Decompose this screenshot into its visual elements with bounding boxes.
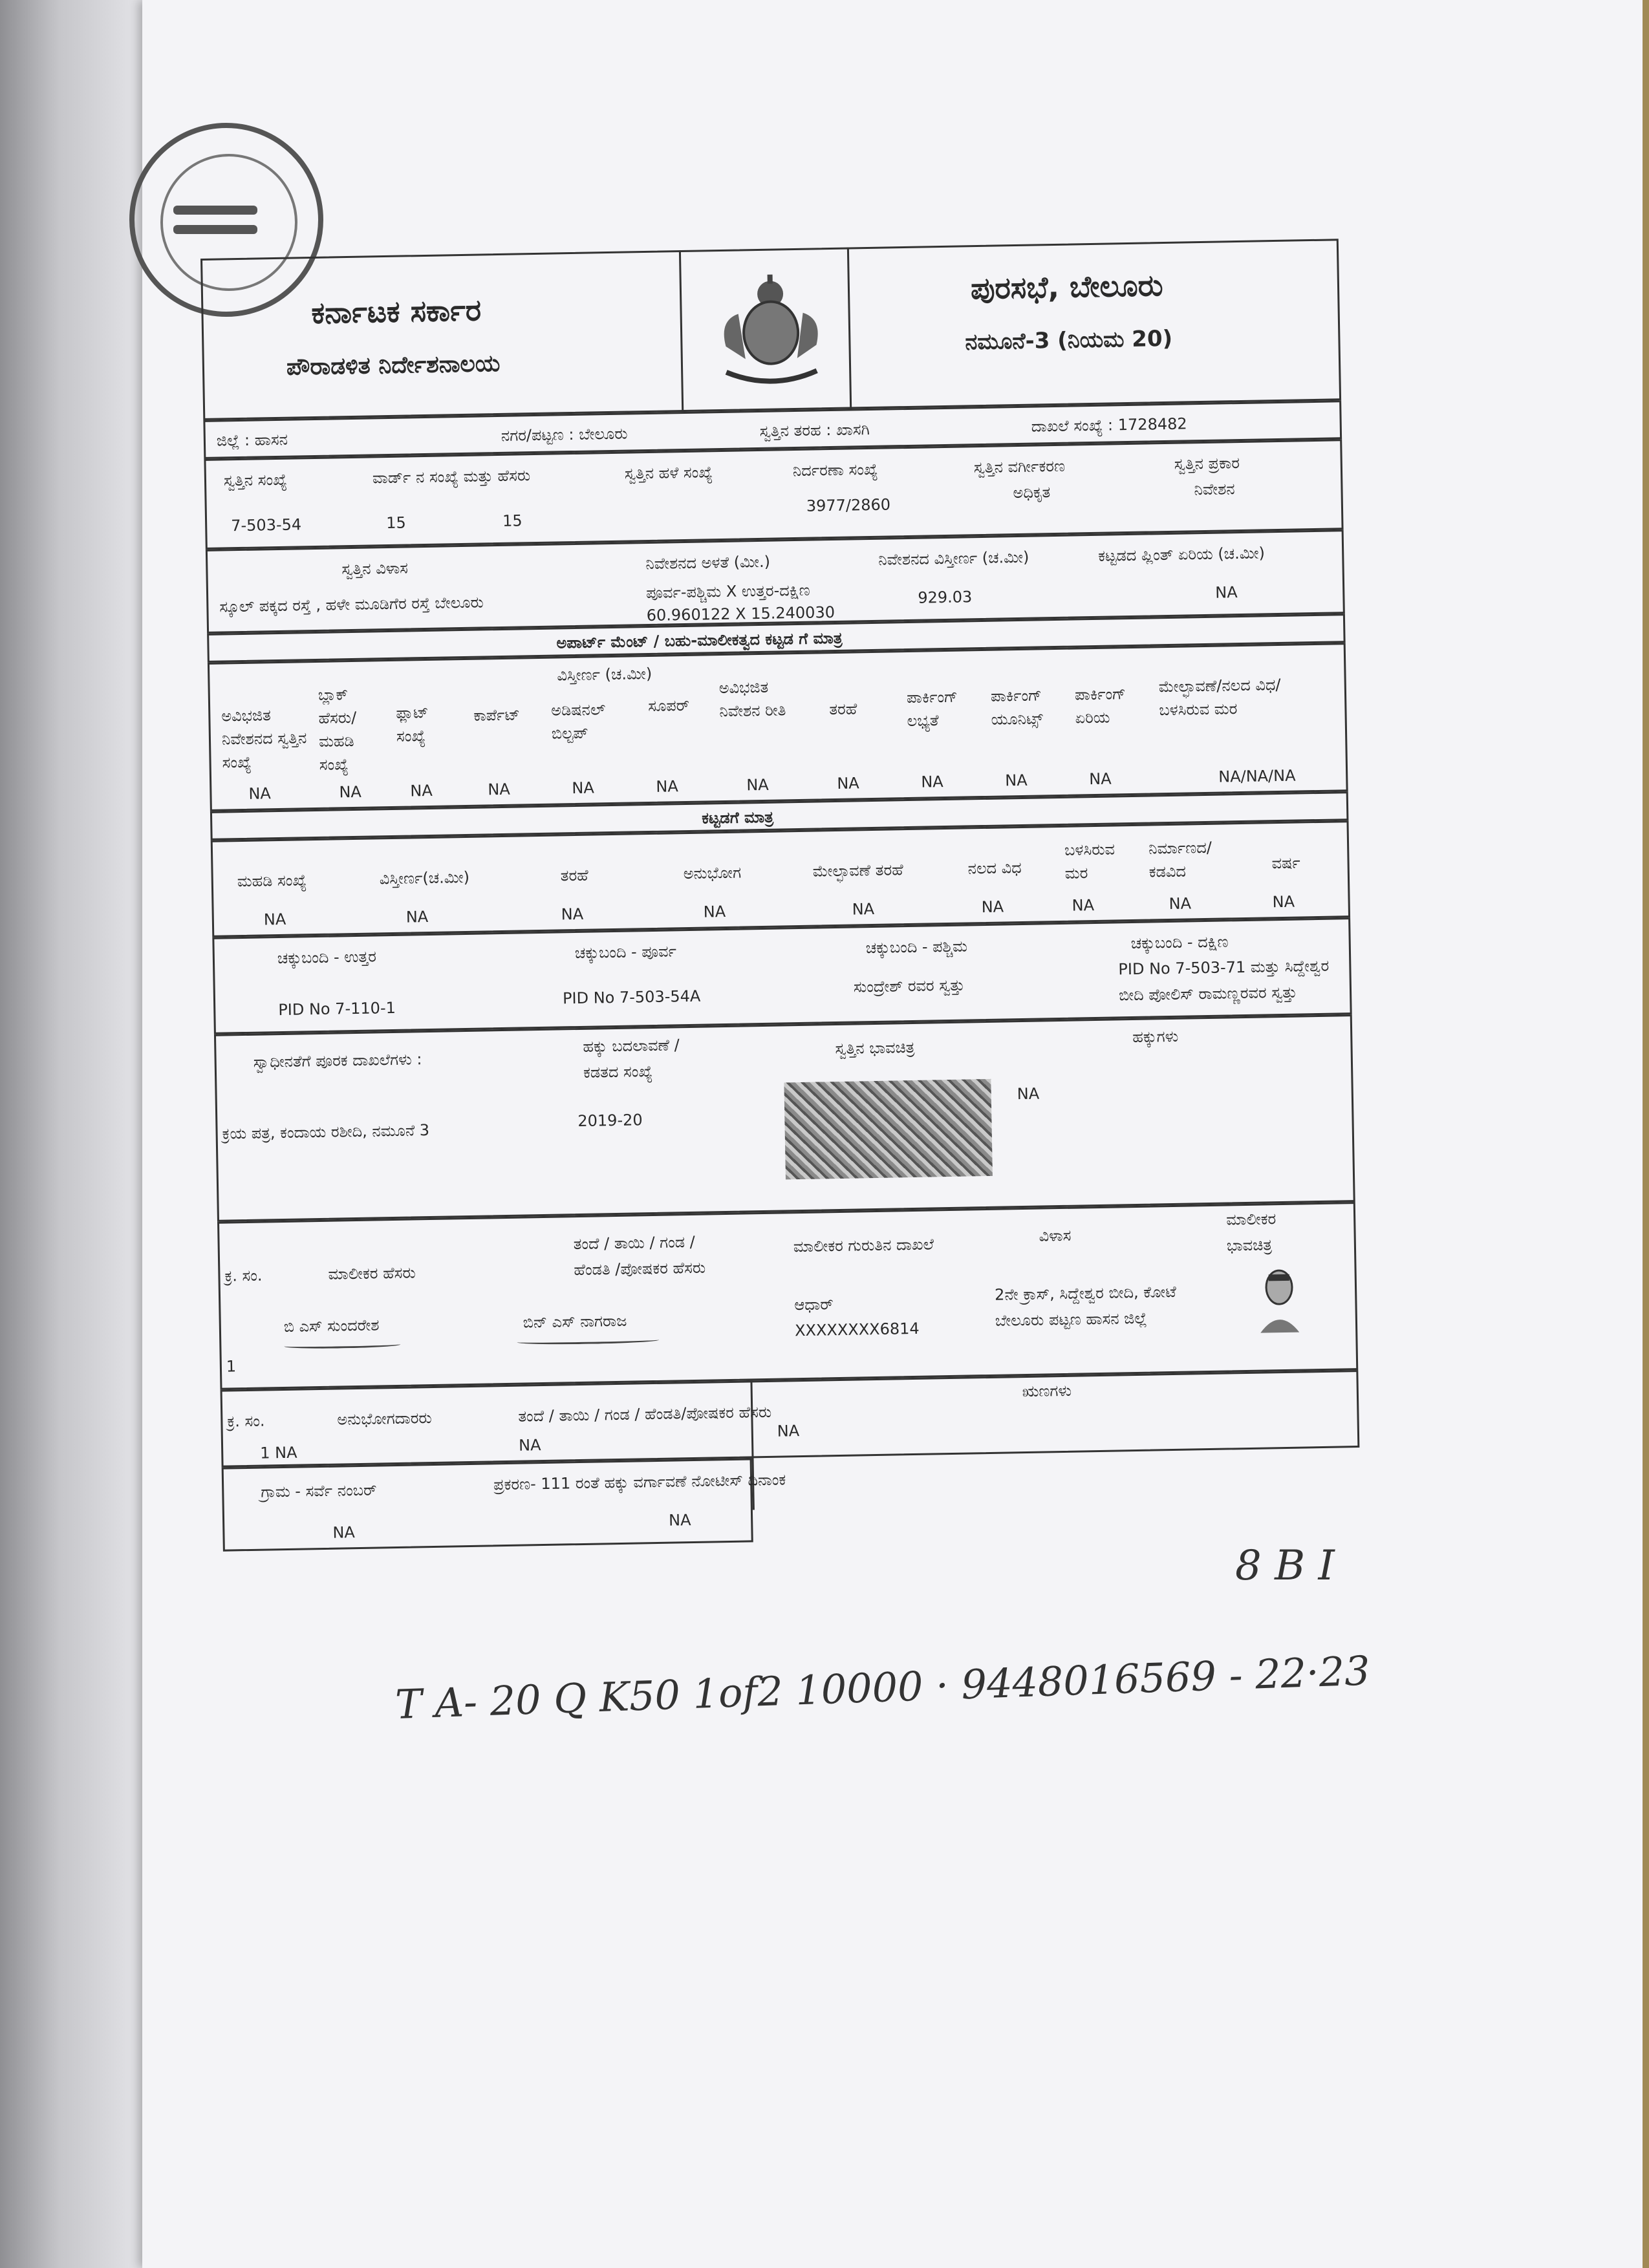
owner-portrait-icon — [1253, 1267, 1306, 1339]
building-value: NA — [981, 897, 1004, 917]
building-value: NA — [1272, 892, 1295, 912]
edge-strip — [1643, 0, 1649, 2268]
dept-subtitle: ಪೌರಾಡಳಿತ ನಿರ್ದೇಶನಾಲಯ — [286, 350, 501, 381]
label-owner-photo-2: ಭಾವಚಿತ್ರ — [1226, 1236, 1273, 1255]
govt-title: ಕರ್ನಾಟಕ ಸರ್ಕಾರ — [311, 292, 482, 331]
owner-name: ಬಿ ಎಸ್ ಸುಂದರೇಶ — [283, 1316, 380, 1336]
classification: ಅಧಿಕೃತ — [1013, 483, 1051, 502]
property-address: ಸ್ಕೂಲ್ ಪಕ್ಕದ ರಸ್ತೆ , ಹಳೇ ಮೂಡಿಗೆರ ರಸ್ತೆ ಬೇಲೂರು — [219, 593, 484, 616]
file-year: 2019-20 — [577, 1111, 643, 1131]
possession-doc-list: ಕ್ರಯ ಪತ್ರ, ಕಂದಾಯ ರಶೀದಿ, ನಮೂನೆ 3 — [222, 1121, 430, 1143]
label-assessment-number: ನಿರ್ದರಣಾ ಸಂಖ್ಯೆ — [792, 460, 878, 480]
property-certificate-form — [200, 239, 1389, 1674]
owner-serial: 1 — [226, 1357, 237, 1376]
label-classification: ಸ್ವತ್ತಿನ ವರ್ಗೀಕರಣ — [973, 456, 1066, 477]
label-usage: ಅನುಭೋಗ — [683, 863, 742, 883]
boundary-south: PID No 7-503-71 ಮತ್ತು ಸಿದ್ದೇಶ್ವರ — [1118, 956, 1330, 979]
label-roof-floor-wood: ಮೇಲ್ಛಾವಣೆ/ನಲದ ವಿಧ/ಬಳಸಿರುವ ಮರ — [1158, 675, 1281, 720]
property-photo — [784, 1079, 993, 1180]
apartment-value: NA — [488, 780, 511, 799]
state-emblem-icon — [711, 267, 830, 392]
label-area-group: ವಿಸ್ತೀರ್ಣ (ಚ.ಮೀ) — [557, 664, 652, 685]
label-property-number: ಸ್ವತ್ತಿನ ಸಂಖ್ಯೆ — [223, 470, 288, 490]
apartment-section-title: ಅಪಾರ್ಟ್ ಮೆಂಟ್ / ಬಹು-ಮಾಲೀಕತ್ವದ ಕಟ್ಟಡ ಗೆ ಮಾತ್ರ — [556, 628, 843, 652]
label-file-number: ಕಡತದ ಸಂಖ್ಯೆ — [583, 1062, 653, 1082]
label-ward: ವಾರ್ಡ್ ನ ಸಂಖ್ಯೆ ಮತ್ತು ಹೆಸರು — [372, 466, 531, 487]
owners-table — [217, 1202, 1358, 1390]
town: ನಗರ/ಪಟ್ಟಣ : ಬೇಲೂರು — [501, 424, 628, 445]
building-value: NA — [561, 904, 584, 924]
village-survey-value: NA — [332, 1523, 356, 1542]
boundary-east: PID No 7-503-54A — [562, 987, 701, 1008]
label-carpet: ಕಾರ್ಪೆಟ್ — [473, 705, 521, 725]
owner-address-line2: ಬೇಲೂರು ಪಟ್ಟಣ ಹಾಸನ ಜಿಲ್ಲೆ — [995, 1309, 1147, 1330]
label-occupants: ಅನುಭೋಗದಾರರು — [337, 1409, 432, 1429]
label-rights-change: ಹಕ್ಕು ಬದಲಾವಣೆ / — [583, 1036, 680, 1056]
label-occupant-serial: ಕ್ರ. ಸಂ. — [227, 1411, 265, 1431]
label-parking-units: ಪಾರ್ಕಿಂಗ್ ಯೂನಿಟ್ಸ್ — [990, 686, 1043, 729]
building-value: NA — [852, 899, 875, 919]
building-value: NA — [263, 910, 286, 929]
label-floor-number: ಮಹಡಿ ಸಂಖ್ಯೆ — [237, 871, 307, 891]
label-village-survey: ಗ್ರಾಮ - ಸರ್ವೆ ನಂಬರ್ — [261, 1481, 377, 1501]
label-owner-address: ವಿಳಾಸ — [1039, 1226, 1072, 1245]
label-type: ತರಹೆ — [829, 700, 857, 719]
owner-id-type: ಆಧಾರ್ — [794, 1295, 834, 1314]
apartment-value: NA — [339, 782, 362, 802]
form-number: ನಮೂನೆ-3 (ನಿಯಮ 20) — [965, 325, 1173, 356]
label-additional-builtup: ಅಡಿಷನಲ್ ಬಿಲ್ಟಪ್ — [551, 700, 606, 743]
label-construction: ನಿರ್ಮಾಣದ/ ಕಡವಿದ — [1148, 838, 1212, 881]
label-owner-name: ಮಾಲೀಕರ ಹೆಸರು — [328, 1263, 416, 1283]
label-relation-name: ಹೆಂಡತಿ /ಪೋಷಕರ ಹೆಸರು — [574, 1258, 706, 1279]
label-notice-date: ಪ್ರಕರಣ- 111 ರಂತೆ ಹಕ್ಕು ವರ್ಗಾವಣೆ ನೋಟೀಸ್ ದಿನಾಂಕ — [493, 1470, 786, 1494]
label-undivided-property: ಅವಿಭಜಿತ ನಿವೇಶನದ ಸ್ವತ್ತಿನ ಸಂಖ್ಯೆ — [221, 706, 307, 772]
label-flat-number: ಫ್ಲಾಟ್ ಸಂಖ್ಯೆ — [396, 703, 429, 745]
apartment-value: NA — [656, 777, 678, 796]
binding-shadow — [0, 0, 149, 2268]
property-type: ಸ್ವತ್ತಿನ ತರಹ : ಖಾಸಗಿ — [759, 420, 870, 440]
label-dimensions: ನಿವೇಶನದ ಅಳತೆ (ಮೀ.) — [645, 552, 771, 573]
label-site-area: ನಿವೇಶನದ ವಿಸ್ತೀರ್ಣ (ಚ.ಮೀ) — [878, 548, 1029, 569]
label-address: ಸ್ವತ್ತಿನ ವಿಳಾಸ — [341, 559, 409, 579]
handwritten-margin-note: 8 B I — [1235, 1542, 1335, 1590]
label-floor-kind: ನಲದ ವಿಧ — [967, 858, 1022, 878]
notice-date-value: NA — [668, 1511, 691, 1530]
building-value: NA — [1072, 896, 1095, 915]
apartment-value: NA — [410, 781, 433, 800]
label-property-kind: ಸ್ವತ್ತಿನ ಪ್ರಕಾರ — [1174, 454, 1240, 473]
label-undivided-method: ಅವಿಭಜಿತ ನಿವೇಶನ ರೀತಿ — [718, 678, 786, 721]
label-relation: ತಂದೆ / ತಾಯಿ / ಗಂಡ / — [573, 1232, 695, 1254]
site-area: 929.03 — [918, 588, 973, 607]
label-building-type: ತರಹೆ — [560, 866, 588, 885]
label-parking-area: ಪಾರ್ಕಿಂಗ್ ಏರಿಯ — [1074, 685, 1126, 727]
label-super: ಸೂಪರ್ — [647, 696, 690, 716]
label-occupant-relation: ತಂದೆ / ತಾಯಿ / ಗಂಡ / ಹೆಂಡತಿ/ಪೋಷಕರ ಹೆಸರು — [518, 1402, 772, 1426]
label-owner-photo: ಮಾಲೀಕರ — [1225, 1210, 1277, 1229]
district: ಜಿಲ್ಲೆ : ಹಾಸನ — [216, 430, 288, 450]
label-possession-docs: ಸ್ವಾಧೀನತೆಗೆ ಪೂರಕ ದಾಖಲೆಗಳು : — [253, 1050, 422, 1071]
building-section-title: ಕಟ್ಟಡಗೆ ಮಾತ್ರ — [701, 808, 774, 828]
apartment-value: NA — [572, 778, 594, 798]
building-value: NA — [1169, 894, 1192, 914]
ward-name: 15 — [502, 511, 523, 530]
rights-value: NA — [1017, 1084, 1040, 1104]
dimension-value: 60.960122 X 15.240030 — [646, 603, 835, 625]
occupant-parent: NA — [518, 1436, 541, 1455]
label-boundary-south: ಚಕ್ಕುಬಂದಿ - ದಕ್ಷಿಣ — [1130, 932, 1229, 953]
label-block-floor: ಬ್ಲಾಕ್ ಹೆಸರು/ ಮಹಡಿ ಸಂಖ್ಯೆ — [318, 685, 357, 774]
apartment-value: NA — [837, 774, 859, 793]
label-old-number: ಸ್ವತ್ತಿನ ಹಳೆ ಸಂಖ್ಯೆ — [624, 463, 713, 483]
owner-address-line1: 2ನೇ ಕ್ರಾಸ್, ಸಿದ್ದೇಶ್ವರ ಬೀದಿ, ಕೋಟೆ — [994, 1282, 1177, 1304]
record-number: ದಾಖಲೆ ಸಂಖ್ಯೆ : 1728482 — [1031, 414, 1187, 436]
apartment-value: NA — [1005, 771, 1028, 790]
assessment-number: 3977/2860 — [806, 495, 891, 515]
label-plinth-area: ಕಟ್ಟಡದ ಪ್ಲಿಂತ್ ಏರಿಯ (ಚ.ಮೀ) — [1097, 544, 1266, 565]
label-boundary-east: ಚಕ್ಕುಬಂದಿ - ಪೂರ್ವ — [574, 942, 677, 963]
seal-mark — [173, 225, 257, 234]
property-number: 7-503-54 — [230, 515, 302, 535]
label-boundary-north: ಚಕ್ಕುಬಂದಿ - ಉತ್ತರ — [277, 947, 377, 968]
owner-id-number: XXXXXXXX6814 — [794, 1319, 920, 1340]
boundary-south-continued: ಬೀದಿ ಪೋಲಿಸ್ ರಾಮಣ್ಣರವರ ಸ್ವತ್ತು — [1118, 983, 1297, 1005]
boundary-north: PID No 7-110-1 — [278, 998, 396, 1020]
apartment-value: NA — [921, 773, 943, 791]
encumbrance-value: NA — [777, 1422, 800, 1440]
label-parking-availability: ಪಾರ್ಕಿಂಗ್ ಲಭ್ಯತೆ — [906, 687, 958, 731]
ward-number: 15 — [385, 513, 406, 533]
label-property-photo: ಸ್ವತ್ತಿನ ಭಾವಚಿತ್ರ — [835, 1038, 915, 1058]
seal-mark — [173, 206, 257, 215]
label-boundary-west: ಚಕ್ಕುಬಂದಿ - ಪಶ್ಚಿಮ — [865, 937, 968, 957]
property-kind: ನಿವೇಶನ — [1194, 480, 1235, 499]
dimension-direction: ಪೂರ್ವ-ಪಶ್ಚಿಮ X ಉತ್ತರ-ದಕ್ಷಿಣ — [645, 581, 810, 603]
label-building-area: ವಿಸ್ತೀರ್ಣ(ಚ.ಮೀ) — [379, 868, 470, 888]
apartment-value: NA — [1089, 769, 1112, 789]
label-year: ವರ್ಷ — [1271, 853, 1300, 873]
apartment-value: NA/NA/NA — [1218, 766, 1296, 786]
apartment-value: NA — [746, 775, 769, 795]
building-value: NA — [405, 908, 429, 926]
building-value: NA — [703, 902, 726, 921]
apartment-value: NA — [248, 784, 272, 803]
label-wood-used: ಬಳಸಿರುವ ಮರ — [1064, 840, 1116, 883]
occupant-serial: 1 NA — [260, 1443, 297, 1462]
handwritten-reference-note: T A- 20 Q K50 1of2 10000 · 9448016569 - 22·23 — [394, 1647, 1371, 1728]
label-rights: ಹಕ್ಕುಗಳು — [1132, 1027, 1179, 1047]
label-owner-id: ಮಾಲೀಕರ ಗುರುತಿನ ದಾಖಲೆ — [793, 1235, 934, 1256]
municipality-title: ಪುರಸಭೆ, ಬೇಲೂರು — [970, 268, 1163, 306]
plinth-area: NA — [1215, 583, 1238, 602]
label-encumbrances: ಋಣಗಳು — [1022, 1381, 1072, 1401]
boundary-west: ಸುಂದ್ರೇಶ್ ರವರ ಸ್ವತ್ತು — [853, 976, 965, 996]
owner-parent-name: ಬಿನ್ ಎಸ್ ನಾಗರಾಜ — [523, 1311, 627, 1332]
label-roof-type: ಮೇಲ್ಛಾವಣೆ ತರಹೆ — [812, 861, 903, 881]
label-serial: ಕ್ರ. ಸಂ. — [224, 1266, 263, 1285]
